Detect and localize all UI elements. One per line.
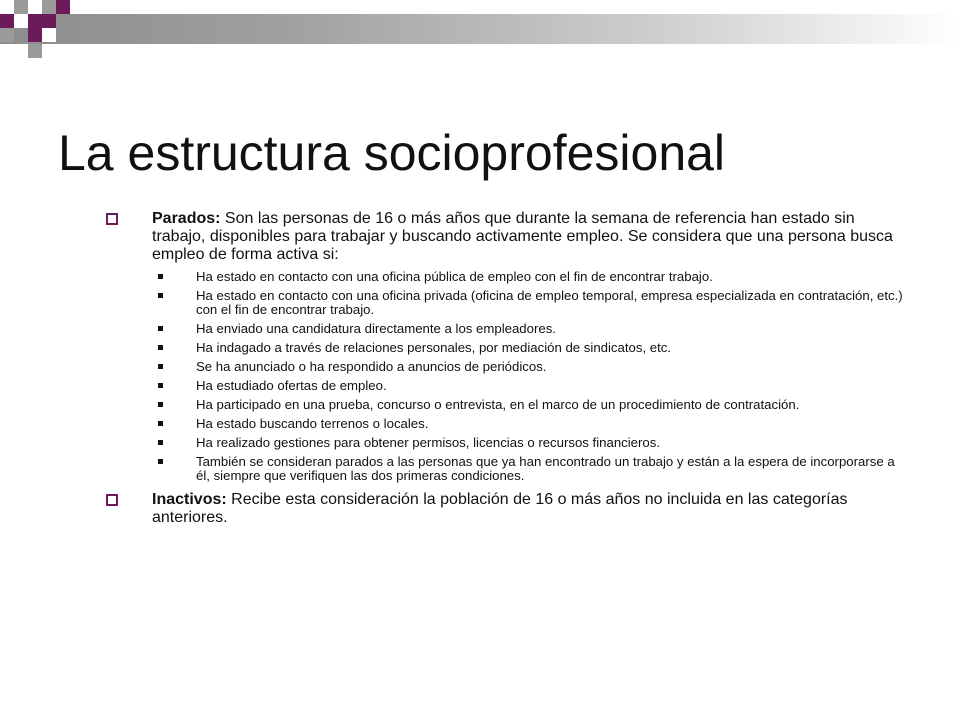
square-bullet-icon	[158, 364, 163, 369]
hollow-square-bullet-icon	[106, 494, 118, 506]
deco-square	[0, 28, 14, 42]
deco-square	[28, 14, 42, 28]
list-item-text: Ha enviado una candidatura directamente a los empleadores.	[196, 321, 556, 336]
square-bullet-icon	[158, 293, 163, 298]
deco-square	[14, 0, 28, 14]
deco-square	[28, 28, 42, 42]
list-item-text: Ha realizado gestiones para obtener permisos, licencias o recursos financieros.	[196, 435, 660, 450]
list-item	[104, 322, 904, 336]
deco-square	[42, 0, 56, 14]
slide-title: La estructura socioprofesional	[58, 124, 726, 181]
square-bullet-icon	[158, 326, 163, 331]
definition-parados: Son las personas de 16 o más años que durante la semana de referencia han estado sin trabajo, disponibles para trabajar y buscando activamente empleo. Se considera que una persona busca empleo de forma activa si:	[152, 210, 893, 263]
hollow-square-bullet-icon	[106, 213, 118, 225]
list-item-text: Ha estado en contacto con una oficina privada (oficina de empleo temporal, empresa especializada en contratación, etc.) con el fin de encontrar trabajo.	[196, 288, 903, 317]
square-bullet-icon	[158, 402, 163, 407]
square-bullet-icon	[158, 274, 163, 279]
list-item-text: Ha participado en una prueba, concurso o entrevista, en el marco de un procedimiento de contratación.	[196, 397, 800, 412]
list-item-text: Ha estudiado ofertas de empleo.	[196, 378, 387, 393]
list-item	[104, 436, 904, 450]
deco-square	[0, 14, 14, 28]
term-inactivos: Inactivos:	[152, 491, 227, 508]
deco-square	[56, 0, 70, 14]
deco-square	[14, 14, 28, 28]
list-item-text: Ha indagado a través de relaciones personales, por mediación de sindicatos, etc.	[196, 340, 672, 355]
deco-square	[28, 44, 42, 58]
list-item-text: Ha estado buscando terrenos o locales.	[196, 416, 429, 431]
list-item	[104, 341, 904, 355]
square-bullet-icon	[158, 383, 163, 388]
square-bullet-icon	[158, 440, 163, 445]
criteria-list	[152, 270, 904, 483]
definition-inactivos: Recibe esta consideración la población de 16 o más años no incluida en las categorías anteriores.	[152, 491, 848, 526]
list-item	[104, 270, 904, 284]
list-item	[104, 417, 904, 431]
list-item	[104, 455, 904, 483]
deco-square	[42, 28, 56, 42]
list-item-inactivos	[104, 491, 904, 527]
slide-content	[104, 210, 904, 527]
list-item	[104, 289, 904, 317]
term-parados: Parados:	[152, 210, 221, 227]
list-item	[104, 360, 904, 374]
list-item-parados	[104, 210, 904, 483]
deco-square	[42, 14, 56, 28]
square-bullet-icon	[158, 345, 163, 350]
square-bullet-icon	[158, 459, 163, 464]
list-item-text: También se consideran parados a las personas que ya han encontrado un trabajo y están a la espera de incorporarse a él, siempre que verifiquen las dos primeras condiciones.	[196, 454, 895, 483]
list-item-text: Se ha anunciado o ha respondido a anuncios de periódicos.	[196, 359, 547, 374]
square-bullet-icon	[158, 421, 163, 426]
header-gradient-band	[0, 14, 960, 44]
list-item	[104, 398, 904, 412]
list-item	[104, 379, 904, 393]
list-item-text: Ha estado en contacto con una oficina pública de empleo con el fin de encontrar trabajo.	[196, 269, 713, 284]
